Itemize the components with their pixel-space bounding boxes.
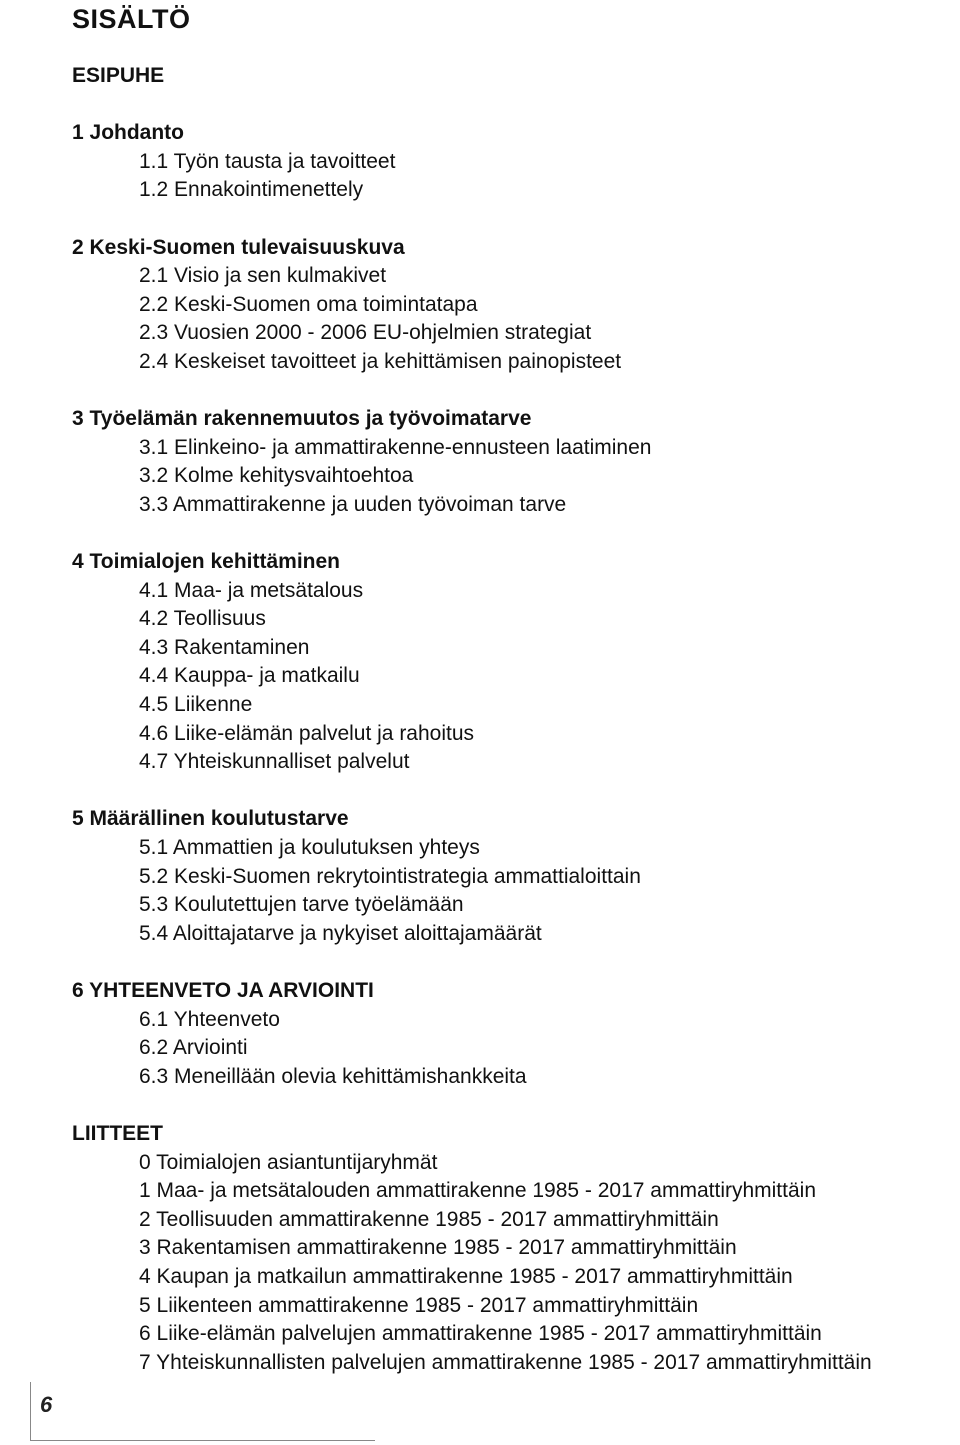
toc-section xyxy=(72,234,960,377)
toc-entry: 6.1 Yhteenveto xyxy=(139,1007,280,1031)
toc-entry: 4.4 Kauppa- ja matkailu xyxy=(139,664,360,688)
toc-section-heading: LIITTEET xyxy=(72,1121,163,1145)
toc-entry: 3.2 Kolme kehitysvaihtoehtoa xyxy=(139,464,414,488)
toc-section-heading: ESIPUHE xyxy=(72,64,165,87)
toc-entry: 5.2 Keski-Suomen rekrytointistrategia ammattialoittain xyxy=(139,864,641,888)
toc-section xyxy=(72,1120,960,1377)
page-marker-horizontal-rule xyxy=(30,1440,375,1441)
page-marker-vertical-rule xyxy=(30,1382,31,1440)
toc-entry: 2 Teollisuuden ammattirakenne 1985 - 2017 ammattiryhmittäin xyxy=(139,1207,719,1231)
toc-entry: 5.1 Ammattien ja koulutuksen yhteys xyxy=(139,836,480,860)
toc-entry: 1.2 Ennakointimenettely xyxy=(139,178,364,202)
table-of-contents xyxy=(72,62,960,1406)
toc-entry: 2.2 Keski-Suomen oma toimintatapa xyxy=(139,292,478,316)
toc-entry: 5.3 Koulutettujen tarve työelämään xyxy=(139,893,464,917)
toc-entry: 2.4 Keskeiset tavoitteet ja kehittämisen painopisteet xyxy=(139,349,622,373)
toc-entry: 4.1 Maa- ja metsätalous xyxy=(139,578,364,602)
toc-entry: 7 Yhteiskunnallisten palvelujen ammattirakenne 1985 - 2017 ammattiryhmittäin xyxy=(139,1350,872,1374)
toc-section-heading: 1 Johdanto xyxy=(72,121,185,145)
toc-section xyxy=(72,548,960,777)
toc-section-heading: 5 Määrällinen koulutustarve xyxy=(72,807,349,831)
toc-entry: 6.2 Arviointi xyxy=(139,1036,248,1060)
toc-entry: 5.4 Aloittajatarve ja nykyiset aloittajamäärät xyxy=(139,921,542,945)
toc-entry: 2.3 Vuosien 2000 - 2006 EU-ohjelmien strategiat xyxy=(139,321,592,345)
toc-entry: 3.1 Elinkeino- ja ammattirakenne-ennusteen laatiminen xyxy=(139,435,652,459)
toc-entry: 4.6 Liike-elämän palvelut ja rahoitus xyxy=(139,721,475,745)
toc-entry: 4 Kaupan ja matkailun ammattirakenne 1985 - 2017 ammattiryhmittäin xyxy=(139,1264,793,1288)
page-number-marker xyxy=(30,1382,375,1442)
toc-entry: 0 Toimialojen asiantuntijaryhmät xyxy=(139,1150,438,1174)
toc-entry: 6.3 Meneillään olevia kehittämishankkeita xyxy=(139,1064,527,1088)
toc-section xyxy=(72,119,960,205)
toc-entry: 6 Liike-elämän palvelujen ammattirakenne 1985 - 2017 ammattiryhmittäin xyxy=(139,1322,822,1346)
toc-section xyxy=(72,62,960,91)
toc-entry: 5 Liikenteen ammattirakenne 1985 - 2017 ammattiryhmittäin xyxy=(139,1293,699,1317)
toc-entry: 2.1 Visio ja sen kulmakivet xyxy=(139,264,387,288)
toc-entry: 4.3 Rakentaminen xyxy=(139,635,310,659)
toc-section-heading: 3 Työelämän rakennemuutos ja työvoimatarve xyxy=(72,407,532,431)
toc-entry: 4.5 Liikenne xyxy=(139,693,253,717)
toc-section-heading: 6 YHTEENVETO JA ARVIOINTI xyxy=(72,979,374,1002)
toc-entry: 4.7 Yhteiskunnalliset palvelut xyxy=(139,750,410,774)
toc-entry: 3 Rakentamisen ammattirakenne 1985 - 2017 ammattiryhmittäin xyxy=(139,1236,737,1260)
toc-section-heading: 4 Toimialojen kehittäminen xyxy=(72,550,340,574)
page-title: SISÄLTÖ xyxy=(72,4,191,34)
toc-entry: 1 Maa- ja metsätalouden ammattirakenne 1985 - 2017 ammattiryhmittäin xyxy=(139,1179,817,1203)
toc-entry: 1.1 Työn tausta ja tavoitteet xyxy=(139,149,396,173)
toc-section xyxy=(72,405,960,519)
page-number: 6 xyxy=(40,1392,53,1417)
toc-section-heading: 2 Keski-Suomen tulevaisuuskuva xyxy=(72,235,405,259)
toc-section xyxy=(72,805,960,948)
toc-entry: 3.3 Ammattirakenne ja uuden työvoiman tarve xyxy=(139,492,567,516)
toc-entry: 4.2 Teollisuus xyxy=(139,607,266,631)
toc-section xyxy=(72,977,960,1091)
